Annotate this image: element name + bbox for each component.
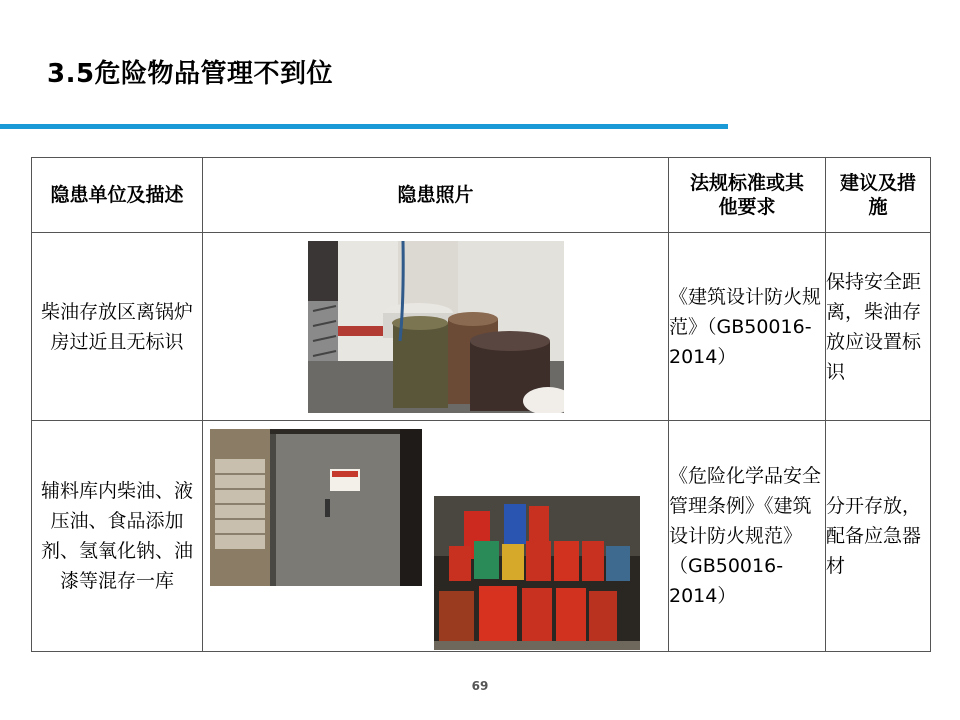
row2-desc: 辅料库内柴油、液压油、食品添加剂、氢氧化钠、油漆等混存一库 xyxy=(32,421,203,652)
row1-advice: 保持安全距离，柴油存放应设置标识 xyxy=(826,233,931,421)
oil-barrels-photo xyxy=(434,496,640,650)
hazard-table xyxy=(31,157,931,652)
row2-photo-cell xyxy=(203,421,669,652)
header-row xyxy=(32,158,931,233)
storage-room-photo xyxy=(210,429,422,586)
row2-law: 《危险化学品安全管理条例》《建筑设计防火规范》（GB50016-2014） xyxy=(669,421,826,652)
slide-title: 3.5危险物品管理不到位 xyxy=(47,59,334,89)
header-law: 法规标准或其他要求 xyxy=(669,158,826,233)
row2-advice: 分开存放，配备应急器材 xyxy=(826,421,931,652)
header-photo: 隐患照片 xyxy=(203,158,669,233)
title-underline xyxy=(0,124,728,129)
row1-desc: 柴油存放区离锅炉房过近且无标识 xyxy=(32,233,203,421)
row1-law: 《建筑设计防火规范》（GB50016-2014） xyxy=(669,233,826,421)
table-row xyxy=(32,421,931,652)
header-unit: 隐患单位及描述 xyxy=(32,158,203,233)
row1-photo-cell xyxy=(203,233,669,421)
diesel-drums-photo xyxy=(308,241,564,413)
header-advice: 建议及措施 xyxy=(826,158,931,233)
table-row xyxy=(32,233,931,421)
page-number: 69 xyxy=(471,679,489,693)
